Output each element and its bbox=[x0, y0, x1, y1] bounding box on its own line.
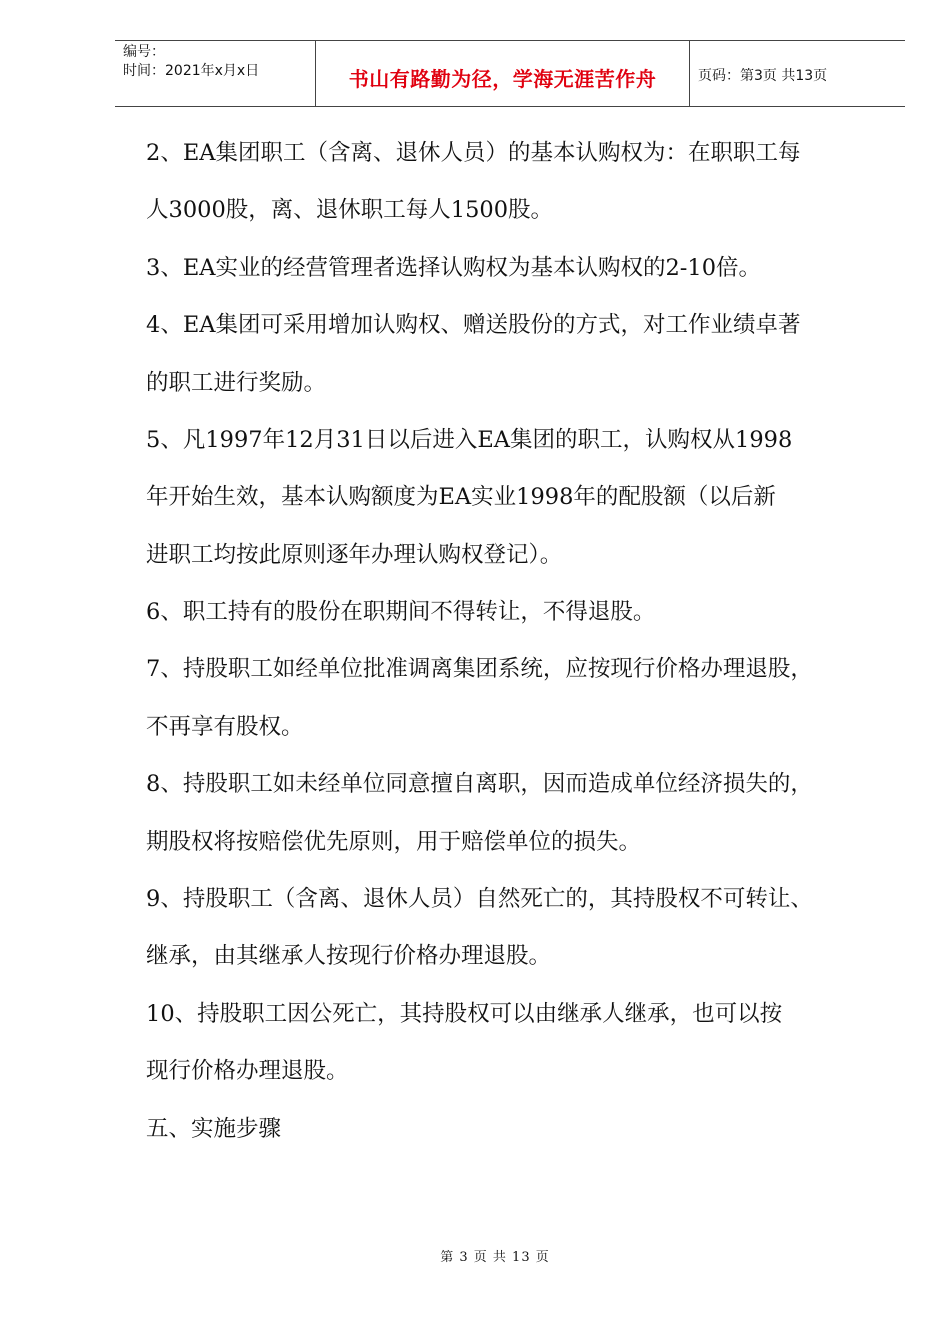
body-line: 进职工均按此原则逐年办理认购权登记）。 bbox=[146, 542, 563, 568]
body-line: 人3000股，离、退休职工每人1500股。 bbox=[146, 197, 554, 223]
body-line: 现行价格办理退股。 bbox=[146, 1058, 349, 1084]
body-line: 4、EA集团可采用增加认购权、赠送股份的方式，对工作业绩卓著 bbox=[146, 312, 801, 338]
body-line: 7、持股职工如经单位批准调离集团系统，应按现行价格办理退股， bbox=[146, 656, 813, 682]
body-line: 继承，由其继承人按现行价格办理退股。 bbox=[146, 943, 552, 969]
header-motto-cell bbox=[316, 41, 690, 106]
body-line: 期股权将按赔偿优先原则，用于赔偿单位的损失。 bbox=[146, 829, 642, 855]
body-line: 的职工进行奖励。 bbox=[146, 370, 327, 396]
page-header bbox=[115, 40, 905, 107]
page-footer: 第 3 页 共 13 页 bbox=[440, 1250, 550, 1265]
body-line: 2、EA集团职工（含离、退休人员）的基本认购权为：在职职工每 bbox=[146, 140, 801, 166]
body-line: 年开始生效，基本认购额度为EA实业1998年的配股额（以后新 bbox=[146, 484, 776, 510]
header-meta bbox=[115, 41, 316, 106]
body-line: 8、持股职工如未经单位同意擅自离职，因而造成单位经济损失的， bbox=[146, 771, 813, 797]
header-page-info: 页码：第3页 共13页 bbox=[698, 68, 828, 84]
header-motto: 书山有路勤为径，学海无涯苦作舟 bbox=[348, 67, 657, 91]
body-line: 6、职工持有的股份在职期间不得转让，不得退股。 bbox=[146, 599, 656, 625]
document-number-label: 编号： bbox=[123, 44, 165, 60]
body-line: 3、EA实业的经营管理者选择认购权为基本认购权的2-10倍。 bbox=[146, 255, 762, 281]
body-line: 9、持股职工（含离、退休人员）自然死亡的，其持股权不可转让、 bbox=[146, 886, 813, 912]
section-heading: 五、实施步骤 bbox=[146, 1116, 282, 1142]
body-line: 10、持股职工因公死亡，其持股权可以由继承人继承，也可以按 bbox=[146, 1001, 783, 1027]
document-time-label: 时间：2021年x月x日 bbox=[123, 63, 260, 79]
body-line: 5、凡1997年12月31日以后进入EA集团的职工，认购权从1998 bbox=[146, 427, 793, 453]
body-line: 不再享有股权。 bbox=[146, 714, 304, 740]
